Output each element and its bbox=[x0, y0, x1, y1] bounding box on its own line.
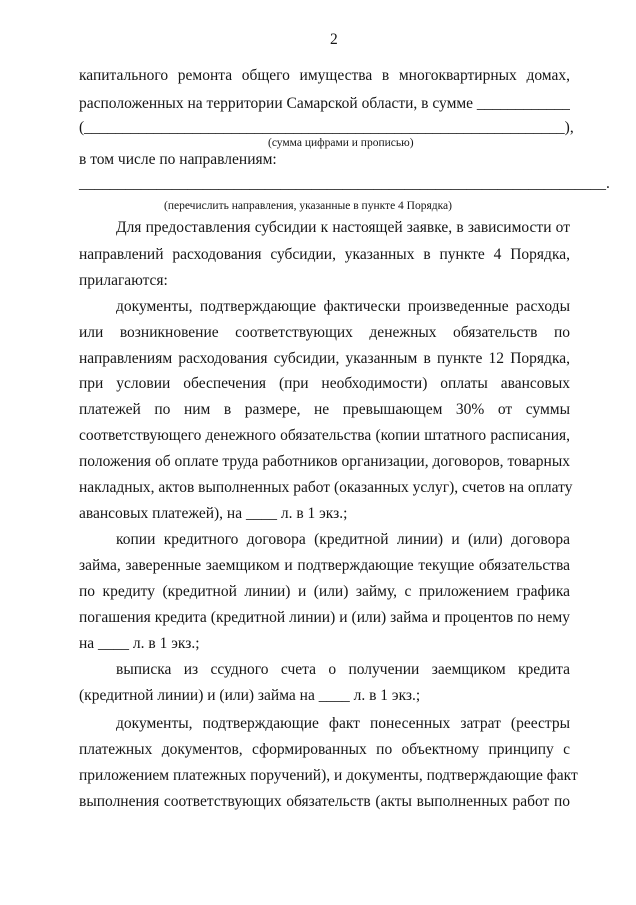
text-line: платежей по ним в размере, не превышающем 30% от суммы bbox=[79, 401, 570, 418]
text-line: (______________________________________________________________), bbox=[79, 119, 574, 136]
text-line: копии кредитного договора (кредитной линии) и (или) договора bbox=[116, 531, 570, 548]
text-line: погашения кредита (кредитной линии) и (или) займа и процентов по нему bbox=[79, 609, 570, 626]
directions-caption: (перечислить направления, указанные в пункте 4 Порядка) bbox=[164, 200, 452, 212]
text-line: выполнения соответствующих обязательств (акты выполненных работ по bbox=[79, 793, 570, 810]
text-line: Для предоставления субсидии к настоящей заявке, в зависимости от bbox=[116, 219, 570, 236]
text-line: приложением платежных поручений), и документы, подтверждающие факт bbox=[79, 767, 578, 784]
text-line: соответствующего денежного обязательства (копии штатного расписания, bbox=[79, 427, 570, 444]
page-number: 2 bbox=[330, 31, 338, 48]
text-line: капитального ремонта общего имущества в многоквартирных домах, bbox=[79, 67, 570, 84]
text-line: выписка из ссудного счета о получении заемщиком кредита bbox=[116, 661, 570, 678]
text-line: документы, подтверждающие фактически произведенные расходы bbox=[116, 298, 570, 315]
text-line: накладных, актов выполненных работ (оказанных услуг), счетов на оплату bbox=[79, 479, 573, 496]
text-line: займа, заверенные заемщиком и подтверждающие текущие обязательства bbox=[79, 557, 570, 574]
text-line: документы, подтверждающие факт понесенных затрат (реестры bbox=[116, 715, 570, 732]
text-line: ____________________________________________________________________. bbox=[79, 175, 610, 192]
text-line: прилагаются: bbox=[79, 272, 168, 289]
text-line: по кредиту (кредитной линии) и (или) займу, с приложением графика bbox=[79, 583, 570, 600]
text-line: (кредитной линии) и (или) займа на ____ л. в 1 экз.; bbox=[79, 687, 421, 704]
text-line: расположенных на территории Самарской области, в сумме ____________ bbox=[79, 95, 570, 112]
text-line: платежных документов, сформированных по объектному принципу с bbox=[79, 741, 570, 758]
text-line: направлений расходования субсидии, указанных в пункте 4 Порядка, bbox=[79, 246, 570, 263]
text-line: в том числе по направлениям: bbox=[79, 151, 277, 168]
text-line: при условии обеспечения (при необходимости) оплаты авансовых bbox=[79, 375, 570, 392]
text-line: авансовых платежей), на ____ л. в 1 экз.; bbox=[79, 505, 348, 522]
text-line: направлениям расходования субсидии, указанным в пункте 12 Порядка, bbox=[79, 350, 570, 367]
text-line: или возникновение соответствующих денежных обязательств по bbox=[79, 324, 570, 341]
text-line: положения об оплате труда работников организации, договоров, товарных bbox=[79, 453, 570, 470]
sum-caption: (сумма цифрами и прописью) bbox=[268, 137, 414, 149]
text-line: на ____ л. в 1 экз.; bbox=[79, 635, 200, 652]
